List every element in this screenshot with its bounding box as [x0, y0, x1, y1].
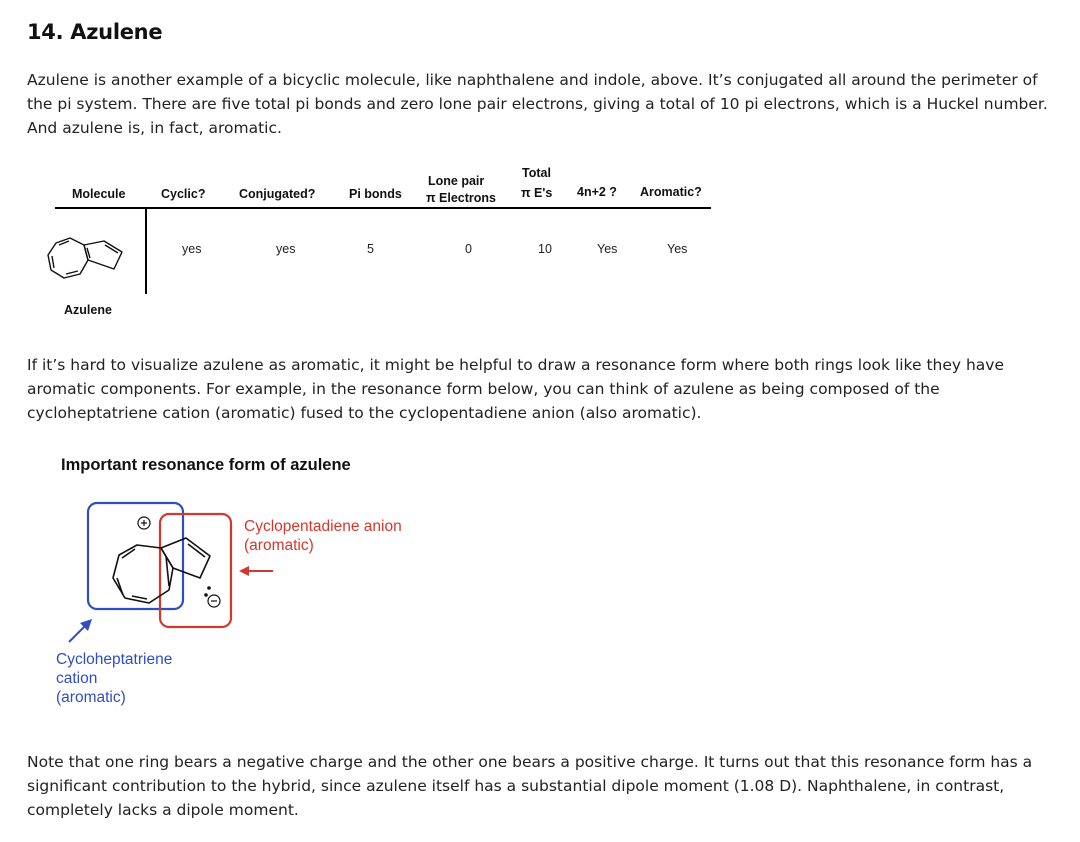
cell-cyclic: yes [182, 242, 202, 256]
header-huckel: 4n+2 ? [577, 185, 617, 199]
lone-pair-dot [207, 586, 211, 590]
header-cyclic: Cyclic? [161, 187, 206, 201]
header-lone-pair-1: Lone pair [428, 174, 485, 188]
cell-lone-pair: 0 [465, 242, 472, 256]
header-rule [55, 207, 711, 209]
intro-paragraph: Azulene is another example of a bicyclic molecule, like naphthalene and indole, above. It’s conjugated all around the perimeter of the pi system. There are five total pi bonds and zero lone pair electrons, giving a total of 10 pi electrons, which is a Huckel number. And azulene is, in fact, aromatic. [27, 71, 1048, 137]
dipole-paragraph: Note that one ring bears a negative charge and the other one bears a positive charge. It turns out that this resonance form has a significant contribution to the hybrid, since azulene itself has a substantial dipole moment (1.08 D). Naphthalene, in contrast, completely lacks a dipole moment. [27, 753, 1033, 819]
column-divider [145, 208, 147, 294]
cell-pi-bonds: 5 [367, 242, 374, 256]
anion-label [244, 517, 402, 555]
header-conjugated: Conjugated? [239, 187, 316, 201]
header-molecule: Molecule [72, 187, 126, 201]
lone-pair-dot [204, 593, 208, 597]
cell-conjugated: yes [276, 242, 296, 256]
header-aromatic: Aromatic? [640, 185, 702, 199]
cell-aromatic: Yes [667, 242, 688, 256]
cation-label-line3: (aromatic) [56, 689, 126, 706]
cation-box [88, 503, 183, 609]
resonance-paragraph: If it’s hard to visualize azulene as aromatic, it might be helpful to draw a resonance form where both rings look like they have aromatic components. For example, in the resonance form below, you can think of azulene as being composed of the cycloheptatriene cation (aromatic) fused to the cyclopentadiene anion (also aromatic). [27, 356, 1005, 422]
anion-arrow-icon [237, 564, 277, 578]
header-total-1: Total [522, 166, 551, 180]
cell-total: 10 [538, 242, 552, 256]
azulene-structure [44, 236, 134, 296]
cation-label-line2: cation [56, 670, 98, 687]
header-lone-pair-2: π Electrons [426, 191, 497, 205]
header-total-2: π E's [521, 186, 553, 200]
figure-title: Important resonance form of azulene [61, 456, 351, 474]
header-pi-bonds: Pi bonds [349, 187, 402, 201]
cation-label [56, 650, 172, 707]
section-heading: 14. Azulene [27, 20, 163, 44]
anion-label-line2: (aromatic) [244, 537, 314, 554]
molecule-name: Azulene [64, 303, 112, 317]
cation-arrow-icon [66, 616, 96, 646]
anion-label-line1: Cyclopentadiene anion [244, 518, 402, 535]
cell-huckel: Yes [597, 242, 618, 256]
cation-label-line1: Cycloheptatriene [56, 651, 173, 668]
